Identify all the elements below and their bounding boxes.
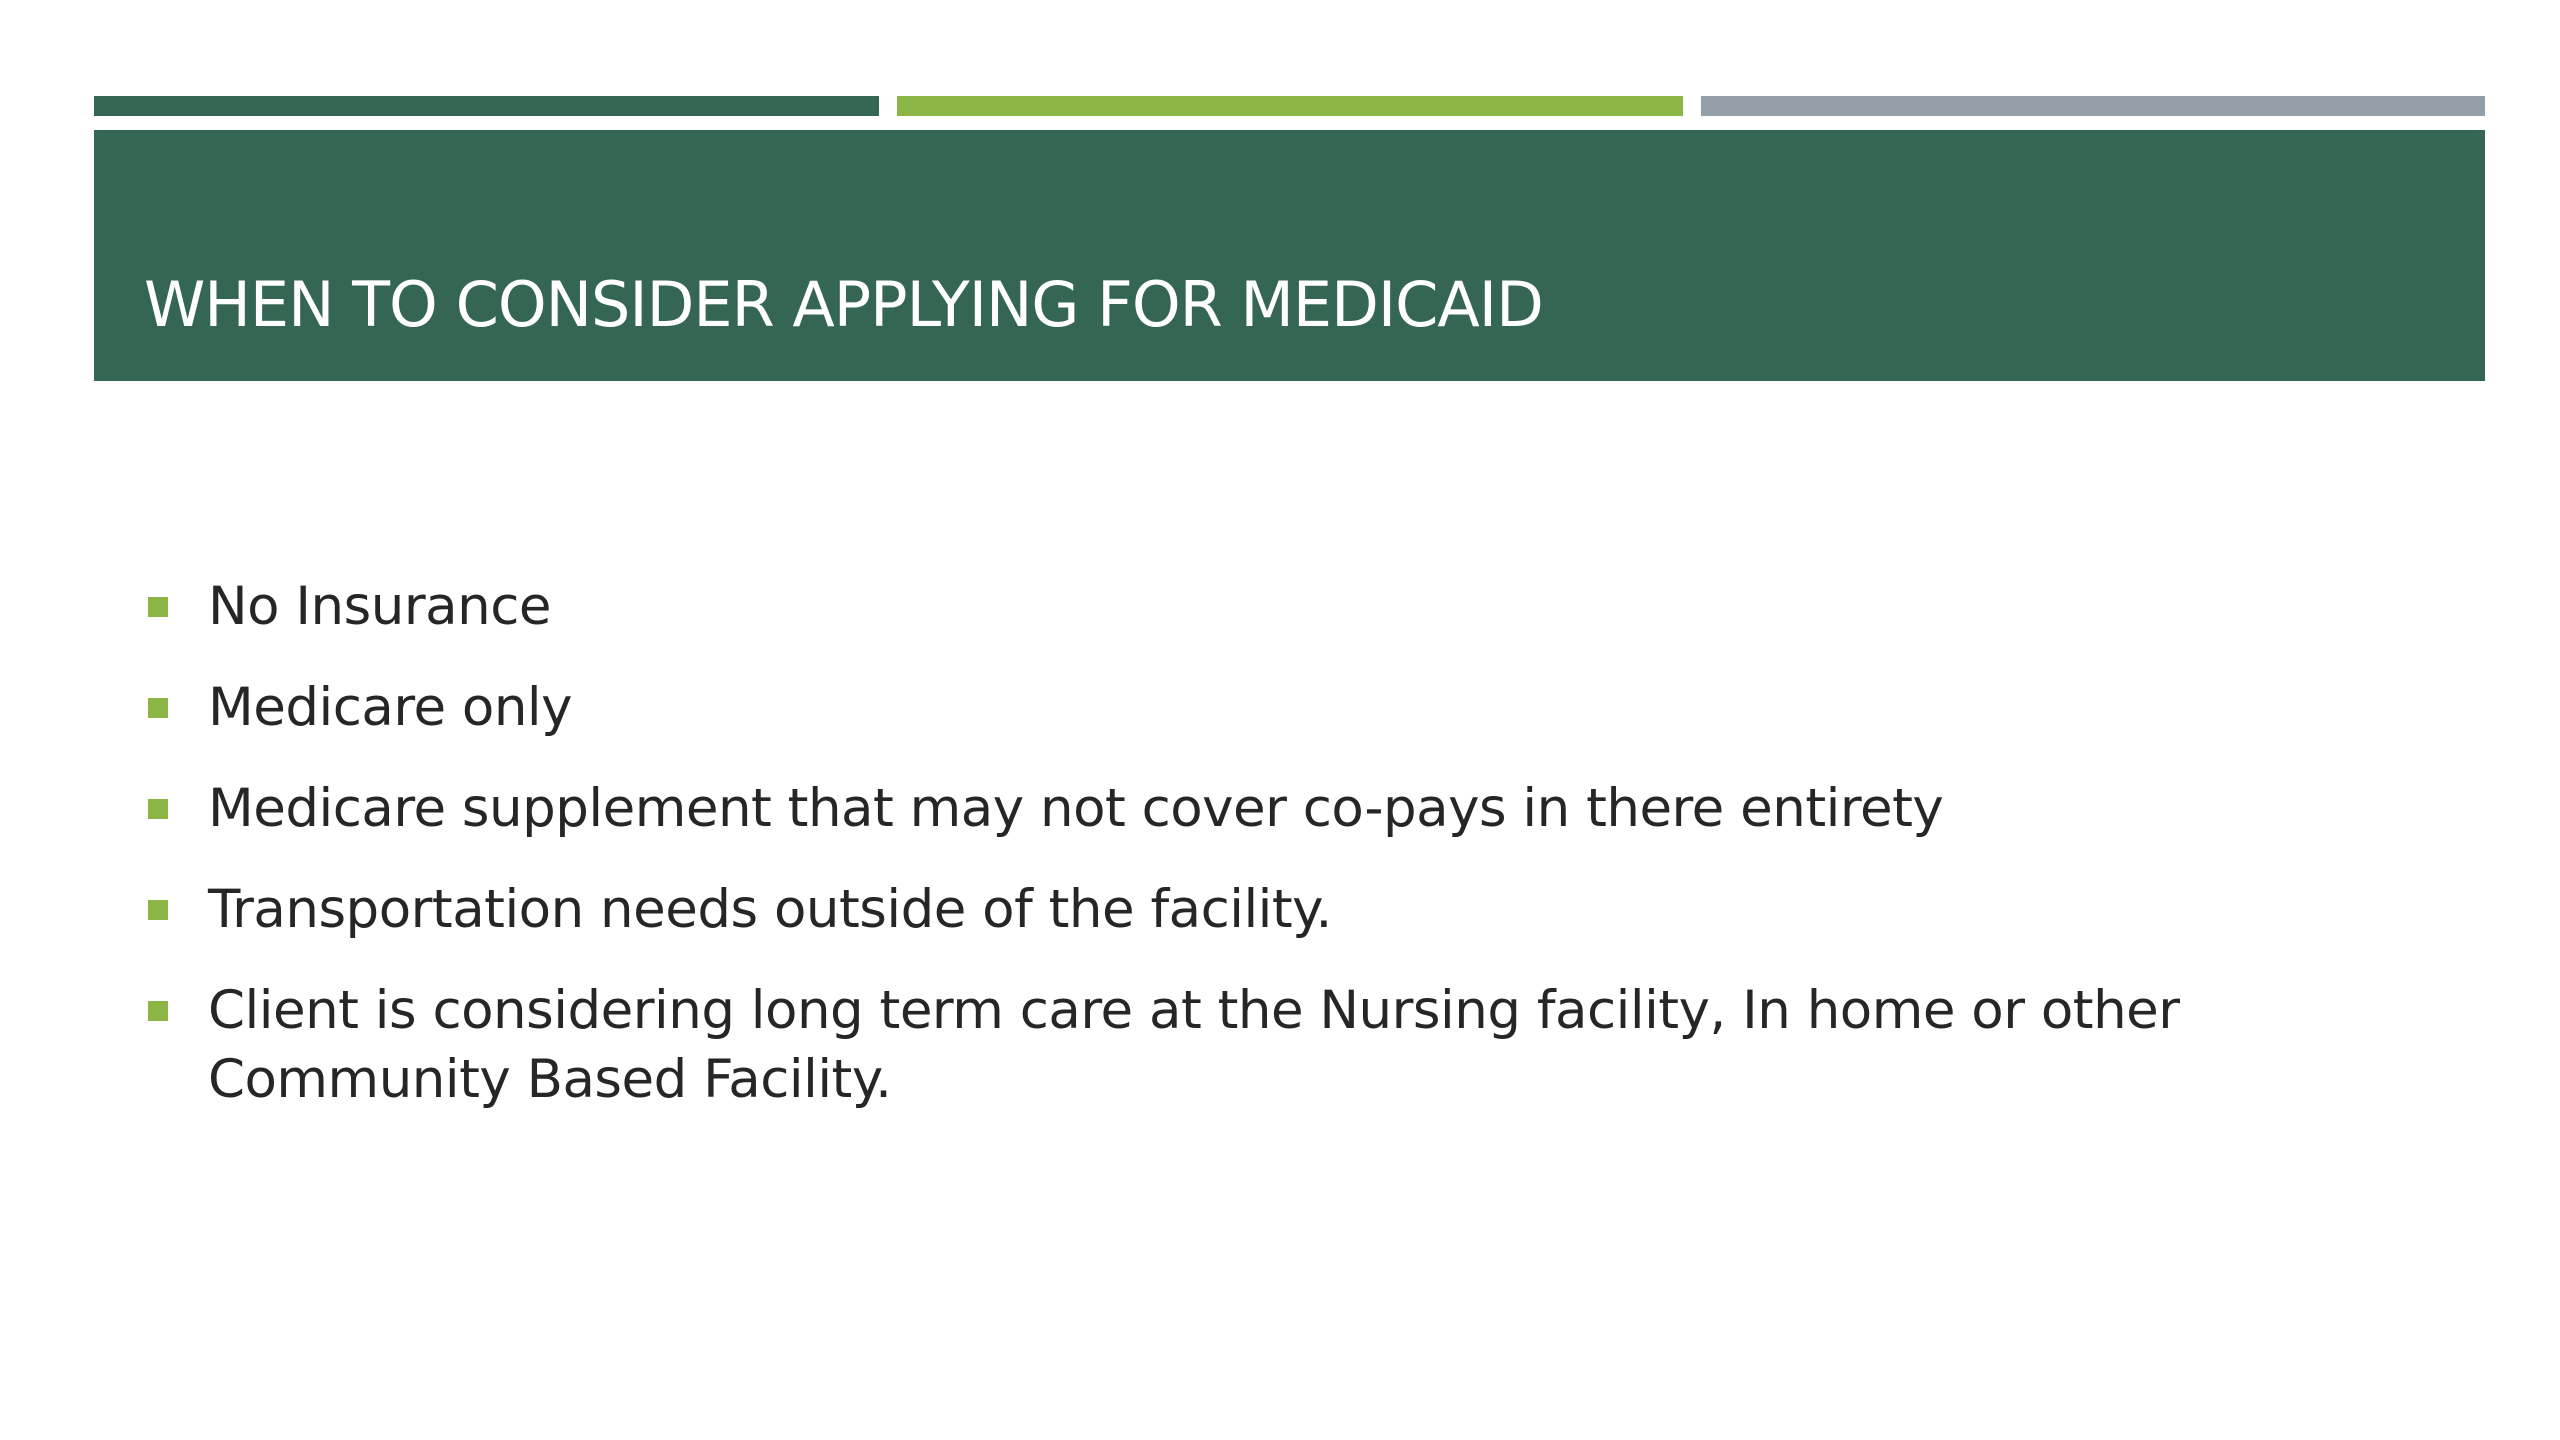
bullet-text: Medicare supplement that may not cover co-pays in there entirety: [208, 778, 1944, 839]
bullet-text: Client is considering long term care at the Nursing facility, In home or other Community Based Facility.: [208, 980, 2180, 1110]
bullet-item: [148, 774, 2398, 843]
bullet-item: [148, 673, 2398, 742]
bullet-item: [148, 572, 2398, 641]
accent-bar-gray: [1701, 96, 2485, 116]
bullet-list: [148, 572, 2398, 1146]
accent-bar-lime-green: [897, 96, 1683, 116]
square-bullet-icon: [148, 1001, 168, 1021]
bullet-item: [148, 976, 2398, 1114]
slide-title: WHEN TO CONSIDER APPLYING FOR MEDICAID: [144, 268, 1543, 341]
title-band: [94, 130, 2485, 381]
bullet-text: No Insurance: [208, 576, 551, 637]
bullet-text: Medicare only: [208, 677, 573, 738]
bullet-text: Transportation needs outside of the facility.: [208, 879, 1332, 940]
accent-bar-dark-green: [94, 96, 879, 116]
square-bullet-icon: [148, 698, 168, 718]
square-bullet-icon: [148, 900, 168, 920]
square-bullet-icon: [148, 799, 168, 819]
square-bullet-icon: [148, 597, 168, 617]
bullet-item: [148, 875, 2398, 944]
